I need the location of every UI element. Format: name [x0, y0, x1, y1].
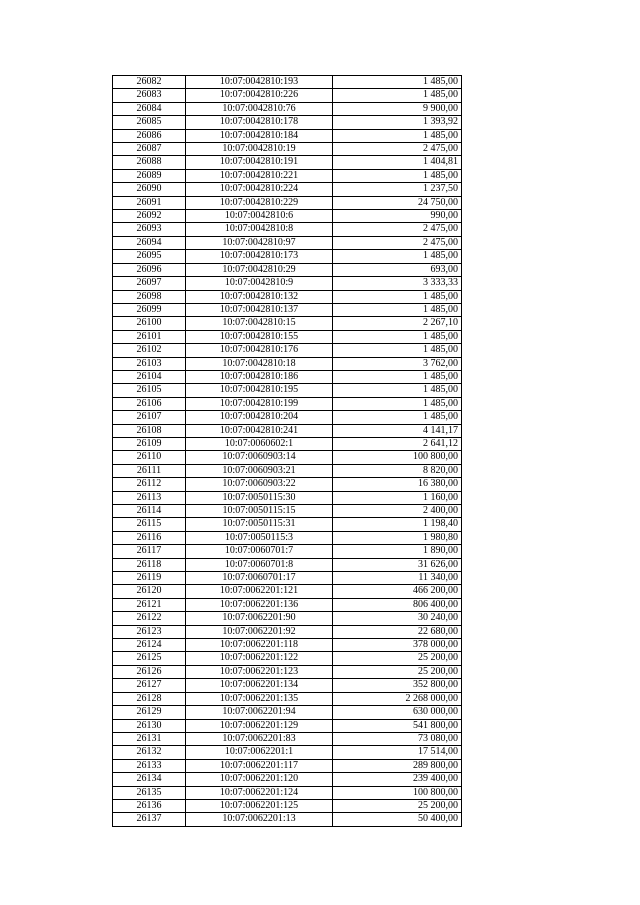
value-cell: 30 240,00	[333, 612, 462, 625]
value-cell: 1 485,00	[333, 76, 462, 89]
row-number-cell: 26089	[113, 169, 186, 182]
cadastral-number-cell: 10:07:0060903:14	[186, 451, 333, 464]
value-cell: 1 485,00	[333, 169, 462, 182]
value-cell: 100 800,00	[333, 451, 462, 464]
row-number-cell: 26096	[113, 263, 186, 276]
cadastral-number-cell: 10:07:0062201:125	[186, 799, 333, 812]
table-row	[113, 464, 462, 477]
table-row	[113, 719, 462, 732]
cadastral-number-cell: 10:07:0042810:241	[186, 424, 333, 437]
cadastral-number-cell: 10:07:0062201:124	[186, 786, 333, 799]
table-row	[113, 625, 462, 638]
row-number-cell: 26085	[113, 116, 186, 129]
cadastral-number-cell: 10:07:0042810:132	[186, 290, 333, 303]
row-number-cell: 26134	[113, 773, 186, 786]
value-cell: 2 400,00	[333, 505, 462, 518]
value-cell: 3 333,33	[333, 277, 462, 290]
table-row	[113, 411, 462, 424]
cadastral-number-cell: 10:07:0042810:9	[186, 277, 333, 290]
row-number-cell: 26135	[113, 786, 186, 799]
row-number-cell: 26106	[113, 397, 186, 410]
cadastral-number-cell: 10:07:0042810:195	[186, 384, 333, 397]
value-cell: 1 485,00	[333, 129, 462, 142]
row-number-cell: 26122	[113, 612, 186, 625]
cadastral-number-cell: 10:07:0042810:193	[186, 76, 333, 89]
table-row	[113, 746, 462, 759]
value-cell: 1 485,00	[333, 384, 462, 397]
row-number-cell: 26100	[113, 317, 186, 330]
row-number-cell: 26118	[113, 558, 186, 571]
value-cell: 1 485,00	[333, 250, 462, 263]
value-cell: 1 404,81	[333, 156, 462, 169]
cadastral-number-cell: 10:07:0042810:155	[186, 330, 333, 343]
cadastral-number-cell: 10:07:0062201:135	[186, 692, 333, 705]
table-row	[113, 277, 462, 290]
table-row	[113, 424, 462, 437]
value-cell: 806 400,00	[333, 598, 462, 611]
row-number-cell: 26099	[113, 303, 186, 316]
cadastral-number-cell: 10:07:0062201:120	[186, 773, 333, 786]
table-row	[113, 223, 462, 236]
table-row	[113, 129, 462, 142]
cadastral-number-cell: 10:07:0042810:173	[186, 250, 333, 263]
value-cell: 25 200,00	[333, 652, 462, 665]
value-cell: 1 237,50	[333, 183, 462, 196]
table-row	[113, 317, 462, 330]
value-cell: 541 800,00	[333, 719, 462, 732]
cadastral-number-cell: 10:07:0062201:83	[186, 732, 333, 745]
value-cell: 2 475,00	[333, 223, 462, 236]
value-cell: 289 800,00	[333, 759, 462, 772]
value-cell: 1 485,00	[333, 411, 462, 424]
value-cell: 17 514,00	[333, 746, 462, 759]
value-cell: 1 393,92	[333, 116, 462, 129]
cadastral-value-table	[112, 75, 462, 827]
value-cell: 1 485,00	[333, 397, 462, 410]
cadastral-number-cell: 10:07:0042810:6	[186, 210, 333, 223]
table-row	[113, 545, 462, 558]
cadastral-number-cell: 10:07:0050115:31	[186, 518, 333, 531]
row-number-cell: 26103	[113, 357, 186, 370]
value-cell: 25 200,00	[333, 665, 462, 678]
value-cell: 630 000,00	[333, 706, 462, 719]
cadastral-number-cell: 10:07:0062201:13	[186, 813, 333, 826]
cadastral-number-cell: 10:07:0062201:121	[186, 585, 333, 598]
row-number-cell: 26125	[113, 652, 186, 665]
value-cell: 1 485,00	[333, 370, 462, 383]
table-row	[113, 612, 462, 625]
value-cell: 990,00	[333, 210, 462, 223]
cadastral-number-cell: 10:07:0042810:18	[186, 357, 333, 370]
table-row	[113, 384, 462, 397]
cadastral-number-cell: 10:07:0060701:17	[186, 572, 333, 585]
table-row	[113, 813, 462, 826]
table-row	[113, 397, 462, 410]
value-cell: 1 980,80	[333, 531, 462, 544]
row-number-cell: 26088	[113, 156, 186, 169]
row-number-cell: 26098	[113, 290, 186, 303]
cadastral-number-cell: 10:07:0042810:15	[186, 317, 333, 330]
cadastral-number-cell: 10:07:0042810:8	[186, 223, 333, 236]
row-number-cell: 26095	[113, 250, 186, 263]
table-row	[113, 116, 462, 129]
value-cell: 1 485,00	[333, 290, 462, 303]
row-number-cell: 26090	[113, 183, 186, 196]
cadastral-number-cell: 10:07:0062201:90	[186, 612, 333, 625]
table-row	[113, 585, 462, 598]
cadastral-number-cell: 10:07:0042810:97	[186, 236, 333, 249]
cadastral-number-cell: 10:07:0042810:224	[186, 183, 333, 196]
cadastral-number-cell: 10:07:0060701:7	[186, 545, 333, 558]
cadastral-number-cell: 10:07:0062201:134	[186, 679, 333, 692]
value-cell: 1 198,40	[333, 518, 462, 531]
row-number-cell: 26116	[113, 531, 186, 544]
row-number-cell: 26110	[113, 451, 186, 464]
row-number-cell: 26111	[113, 464, 186, 477]
row-number-cell: 26137	[113, 813, 186, 826]
row-number-cell: 26130	[113, 719, 186, 732]
table-row	[113, 330, 462, 343]
row-number-cell: 26094	[113, 236, 186, 249]
value-cell: 2 267,10	[333, 317, 462, 330]
row-number-cell: 26123	[113, 625, 186, 638]
value-cell: 16 380,00	[333, 478, 462, 491]
table-row	[113, 786, 462, 799]
cadastral-number-cell: 10:07:0042810:184	[186, 129, 333, 142]
value-cell: 3 762,00	[333, 357, 462, 370]
table-row	[113, 679, 462, 692]
row-number-cell: 26107	[113, 411, 186, 424]
row-number-cell: 26092	[113, 210, 186, 223]
cadastral-number-cell: 10:07:0062201:136	[186, 598, 333, 611]
value-cell: 8 820,00	[333, 464, 462, 477]
table-row	[113, 169, 462, 182]
table-row	[113, 732, 462, 745]
cadastral-number-cell: 10:07:0042810:226	[186, 89, 333, 102]
table-row	[113, 665, 462, 678]
cadastral-number-cell: 10:07:0062201:94	[186, 706, 333, 719]
table-row	[113, 558, 462, 571]
cadastral-number-cell: 10:07:0060903:21	[186, 464, 333, 477]
table-row	[113, 236, 462, 249]
row-number-cell: 26127	[113, 679, 186, 692]
table-row	[113, 102, 462, 115]
value-cell: 1 485,00	[333, 303, 462, 316]
row-number-cell: 26093	[113, 223, 186, 236]
value-cell: 25 200,00	[333, 799, 462, 812]
table-body	[113, 76, 462, 827]
row-number-cell: 26104	[113, 370, 186, 383]
table-row	[113, 505, 462, 518]
cadastral-number-cell: 10:07:0060903:22	[186, 478, 333, 491]
row-number-cell: 26082	[113, 76, 186, 89]
row-number-cell: 26115	[113, 518, 186, 531]
row-number-cell: 26087	[113, 143, 186, 156]
row-number-cell: 26112	[113, 478, 186, 491]
row-number-cell: 26083	[113, 89, 186, 102]
table-row	[113, 183, 462, 196]
cadastral-number-cell: 10:07:0042810:137	[186, 303, 333, 316]
cadastral-number-cell: 10:07:0042810:199	[186, 397, 333, 410]
row-number-cell: 26105	[113, 384, 186, 397]
row-number-cell: 26113	[113, 491, 186, 504]
value-cell: 50 400,00	[333, 813, 462, 826]
cadastral-number-cell: 10:07:0042810:76	[186, 102, 333, 115]
table-row	[113, 451, 462, 464]
table-row	[113, 759, 462, 772]
table-row	[113, 531, 462, 544]
value-cell: 11 340,00	[333, 572, 462, 585]
cadastral-number-cell: 10:07:0062201:117	[186, 759, 333, 772]
table-row	[113, 652, 462, 665]
table-row	[113, 639, 462, 652]
table-row	[113, 196, 462, 209]
cadastral-number-cell: 10:07:0042810:204	[186, 411, 333, 424]
row-number-cell: 26132	[113, 746, 186, 759]
value-cell: 100 800,00	[333, 786, 462, 799]
value-cell: 1 485,00	[333, 89, 462, 102]
row-number-cell: 26084	[113, 102, 186, 115]
row-number-cell: 26126	[113, 665, 186, 678]
value-cell: 31 626,00	[333, 558, 462, 571]
row-number-cell: 26108	[113, 424, 186, 437]
table-row	[113, 370, 462, 383]
table-row	[113, 799, 462, 812]
table-row	[113, 598, 462, 611]
value-cell: 1 890,00	[333, 545, 462, 558]
row-number-cell: 26129	[113, 706, 186, 719]
row-number-cell: 26114	[113, 505, 186, 518]
row-number-cell: 26109	[113, 437, 186, 450]
cadastral-number-cell: 10:07:0042810:178	[186, 116, 333, 129]
table-row	[113, 344, 462, 357]
value-cell: 352 800,00	[333, 679, 462, 692]
row-number-cell: 26136	[113, 799, 186, 812]
value-cell: 1 485,00	[333, 330, 462, 343]
table-row	[113, 478, 462, 491]
table-row	[113, 518, 462, 531]
cadastral-number-cell: 10:07:0062201:129	[186, 719, 333, 732]
cadastral-number-cell: 10:07:0062201:1	[186, 746, 333, 759]
table-row	[113, 143, 462, 156]
value-cell: 693,00	[333, 263, 462, 276]
cadastral-number-cell: 10:07:0062201:123	[186, 665, 333, 678]
row-number-cell: 26121	[113, 598, 186, 611]
table-row	[113, 89, 462, 102]
cadastral-number-cell: 10:07:0042810:186	[186, 370, 333, 383]
table-row	[113, 290, 462, 303]
cadastral-number-cell: 10:07:0042810:221	[186, 169, 333, 182]
cadastral-number-cell: 10:07:0050115:3	[186, 531, 333, 544]
row-number-cell: 26101	[113, 330, 186, 343]
table-row	[113, 357, 462, 370]
value-cell: 24 750,00	[333, 196, 462, 209]
cadastral-number-cell: 10:07:0042810:19	[186, 143, 333, 156]
table-row	[113, 263, 462, 276]
table-row	[113, 156, 462, 169]
value-cell: 22 680,00	[333, 625, 462, 638]
value-cell: 466 200,00	[333, 585, 462, 598]
cadastral-number-cell: 10:07:0062201:118	[186, 639, 333, 652]
value-cell: 1 485,00	[333, 344, 462, 357]
cadastral-number-cell: 10:07:0050115:15	[186, 505, 333, 518]
value-cell: 239 400,00	[333, 773, 462, 786]
value-cell: 2 475,00	[333, 143, 462, 156]
row-number-cell: 26131	[113, 732, 186, 745]
row-number-cell: 26097	[113, 277, 186, 290]
cadastral-number-cell: 10:07:0062201:122	[186, 652, 333, 665]
cadastral-number-cell: 10:07:0062201:92	[186, 625, 333, 638]
cadastral-number-cell: 10:07:0050115:30	[186, 491, 333, 504]
cadastral-number-cell: 10:07:0042810:176	[186, 344, 333, 357]
value-cell: 2 268 000,00	[333, 692, 462, 705]
value-cell: 1 160,00	[333, 491, 462, 504]
table-row	[113, 572, 462, 585]
row-number-cell: 26119	[113, 572, 186, 585]
row-number-cell: 26117	[113, 545, 186, 558]
value-cell: 9 900,00	[333, 102, 462, 115]
table-row	[113, 76, 462, 89]
row-number-cell: 26102	[113, 344, 186, 357]
row-number-cell: 26133	[113, 759, 186, 772]
table-row	[113, 210, 462, 223]
value-cell: 2 475,00	[333, 236, 462, 249]
row-number-cell: 26124	[113, 639, 186, 652]
cadastral-number-cell: 10:07:0060701:8	[186, 558, 333, 571]
table-row	[113, 773, 462, 786]
value-cell: 73 080,00	[333, 732, 462, 745]
table-row	[113, 692, 462, 705]
cadastral-number-cell: 10:07:0042810:191	[186, 156, 333, 169]
row-number-cell: 26091	[113, 196, 186, 209]
value-cell: 4 141,17	[333, 424, 462, 437]
value-cell: 378 000,00	[333, 639, 462, 652]
cadastral-number-cell: 10:07:0042810:29	[186, 263, 333, 276]
table-row	[113, 706, 462, 719]
table-row	[113, 250, 462, 263]
table-row	[113, 491, 462, 504]
value-cell: 2 641,12	[333, 437, 462, 450]
row-number-cell: 26128	[113, 692, 186, 705]
cadastral-number-cell: 10:07:0042810:229	[186, 196, 333, 209]
row-number-cell: 26120	[113, 585, 186, 598]
row-number-cell: 26086	[113, 129, 186, 142]
cadastral-number-cell: 10:07:0060602:1	[186, 437, 333, 450]
table-row	[113, 303, 462, 316]
table-row	[113, 437, 462, 450]
